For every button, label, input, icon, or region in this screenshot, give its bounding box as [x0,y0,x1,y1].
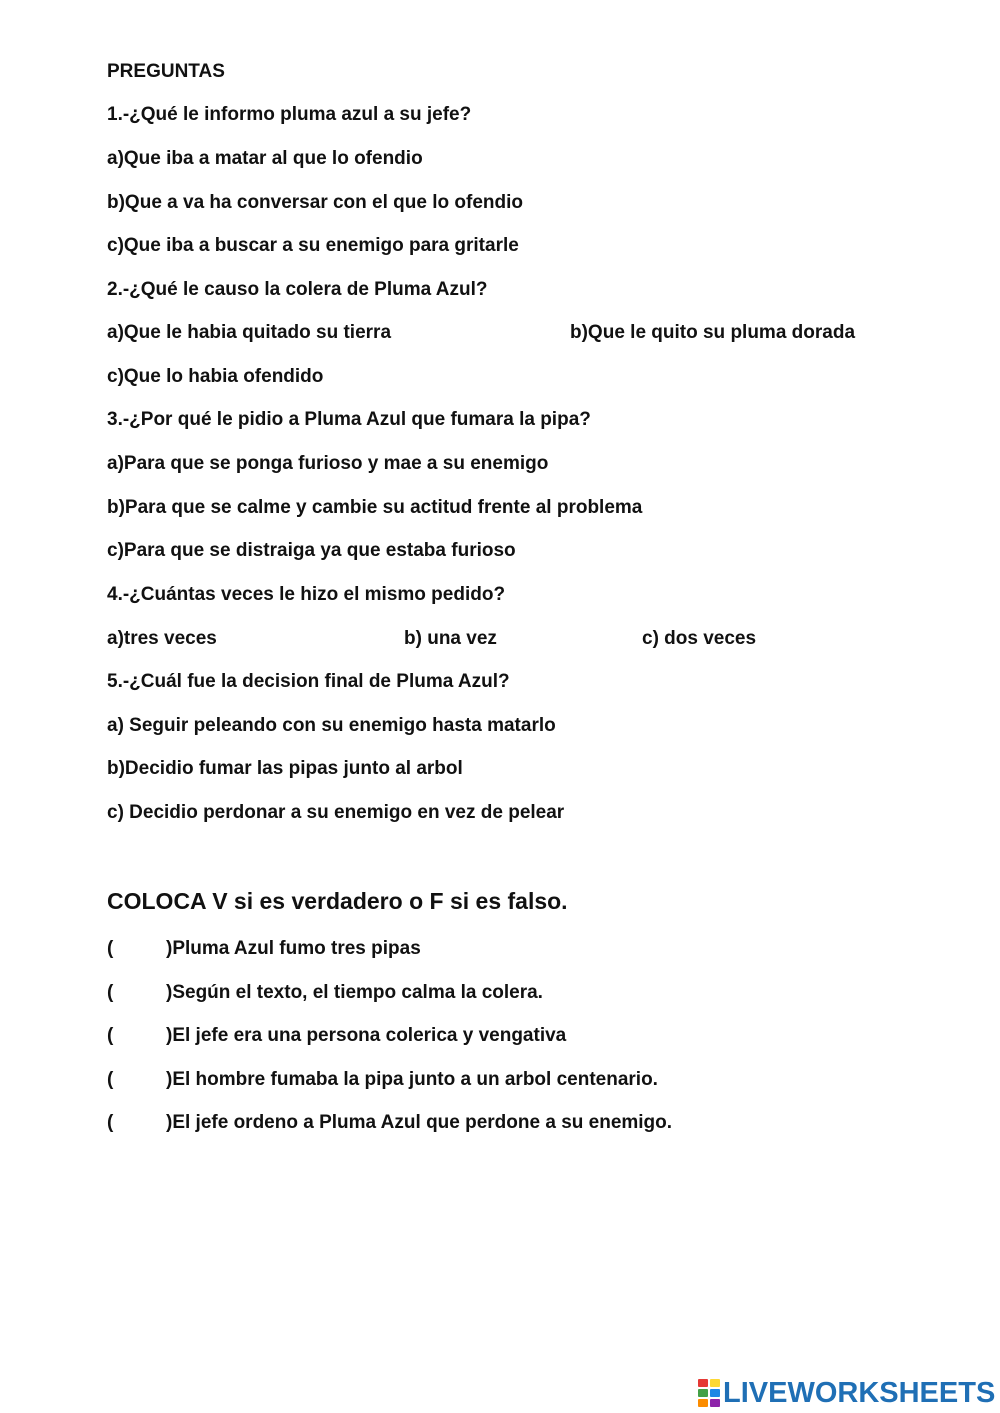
question-3-option-c: c)Para que se distraiga ya que estaba furioso [107,540,516,561]
liveworksheets-logo-icon [697,1378,721,1408]
logo-block-icon [698,1379,708,1387]
question-1-option-b: b)Que a va ha conversar con el que lo ofendio [107,192,523,213]
question-3-option-a: a)Para que se ponga furioso y mae a su enemigo [107,453,549,474]
logo-block-icon [698,1399,708,1407]
question-2-option-a: a)Que le habia quitado su tierra [107,322,392,343]
liveworksheets-logo [697,1376,995,1410]
liveworksheets-logo-text: LIVEWORKSHEETS [723,1377,996,1409]
logo-block-icon [710,1389,720,1397]
true-false-statement-1: )Pluma Azul fumo tres pipas [166,938,421,959]
question-5-option-b: b)Decidio fumar las pipas junto al arbol [107,758,463,779]
answer-blank-4[interactable]: ( [107,1069,114,1090]
question-4-option-c: c) dos veces [642,628,757,649]
true-false-statement-2: )Según el texto, el tiempo calma la colera. [166,982,543,1003]
true-false-statement-5: )El jefe ordeno a Pluma Azul que perdone a su enemigo. [166,1112,673,1133]
logo-block-icon [710,1399,720,1407]
question-5-option-a: a) Seguir peleando con su enemigo hasta matarlo [107,715,556,736]
question-5: 5.-¿Cuál fue la decision final de Pluma Azul? [107,671,510,692]
true-false-statement-4: )El hombre fumaba la pipa junto a un arbol centenario. [166,1069,658,1090]
question-3-option-b: b)Para que se calme y cambie su actitud frente al problema [107,497,643,518]
answer-blank-1[interactable]: ( [107,938,114,959]
question-4-option-b: b) una vez [404,628,497,649]
question-4: 4.-¿Cuántas veces le hizo el mismo pedido? [107,584,506,605]
logo-block-icon [698,1389,708,1397]
question-2-option-b: b)Que le quito su pluma dorada [570,322,856,343]
question-5-option-c: c) Decidio perdonar a su enemigo en vez de pelear [107,802,565,823]
question-1: 1.-¿Qué le informo pluma azul a su jefe? [107,104,472,125]
answer-blank-2[interactable]: ( [107,982,114,1003]
question-2: 2.-¿Qué le causo la colera de Pluma Azul? [107,279,488,300]
true-false-statement-3: )El jefe era una persona colerica y vengativa [166,1025,567,1046]
question-1-option-a: a)Que iba a matar al que lo ofendio [107,148,423,169]
answer-blank-3[interactable]: ( [107,1025,114,1046]
page-title: PREGUNTAS [107,61,225,82]
question-1-option-c: c)Que iba a buscar a su enemigo para gritarle [107,235,519,256]
question-3: 3.-¿Por qué le pidio a Pluma Azul que fumara la pipa? [107,409,591,430]
logo-block-icon [710,1379,720,1387]
answer-blank-5[interactable]: ( [107,1112,114,1133]
question-2-option-c: c)Que lo habia ofendido [107,366,324,387]
question-4-option-a: a)tres veces [107,628,217,649]
true-false-heading: COLOCA V si es verdadero o F si es falso. [107,888,568,914]
